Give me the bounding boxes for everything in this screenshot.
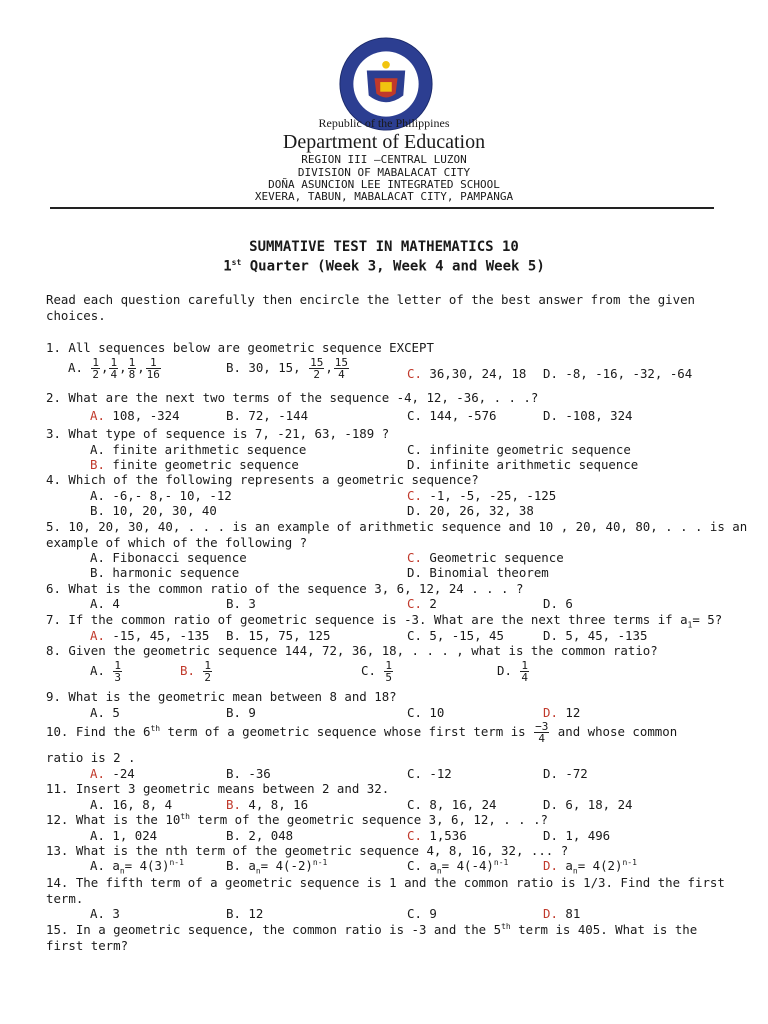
q8-option-c: C. $\frac{1}{5}$ <box>361 659 393 684</box>
q2-option-a: A. 108, -324 <box>90 408 180 423</box>
question-6: 6. What is the common ratio of the sequence 3, 6, 12, 24 . . . ? <box>46 581 524 596</box>
question-5-line-1: 5. 10, 20, 30, 40, . . . is an example of arithmetic sequence and 10 , 20, 40, 80, . . . is an <box>46 519 748 534</box>
division-line: DIVISION OF MABALACAT CITY <box>297 166 471 179</box>
region-line: REGION III –CENTRAL LUZON <box>301 153 467 166</box>
q7-option-a: A. -15, 45, -135 <box>90 628 210 643</box>
question-14-line-2: term. <box>46 891 84 906</box>
q2-option-b: B. 72, -144 <box>226 408 309 423</box>
question-8: 8. Given the geometric sequence 144, 72, 36, 18, . . . , what is the common ratio? <box>46 643 658 658</box>
q7-option-c: C. 5, -15, 45 <box>407 628 504 643</box>
question-11: 11. Insert 3 geometric means between 2 and 32. <box>46 781 390 796</box>
q12-option-b: B. 2, 048 <box>226 828 294 843</box>
address-line: XEVERA, TABUN, MABALACAT CITY, PAMPANGA <box>254 190 514 203</box>
q10-option-a: A. -24 <box>90 766 135 781</box>
quarter-title: 1st Quarter (Week 3, Week 4 and Week 5) <box>223 258 545 275</box>
question-13: 13. What is the nth term of the geometric sequence 4, 8, 16, 32, ... ? <box>46 843 569 858</box>
q3-option-b: B. finite geometric sequence <box>90 457 299 472</box>
q10-option-c: C. -12 <box>407 766 452 781</box>
q11-option-b: B. 4, 8, 16 <box>226 797 309 812</box>
q1-option-a: A. $\frac{1}{2}$ , $\frac{1}{4}$ , $\frac{1}{8}$ , $\frac{1}{16}$ <box>68 356 160 381</box>
q2-option-c: C. 144, -576 <box>407 408 497 423</box>
q14-option-c: C. 9 <box>407 906 437 921</box>
question-10-line-2: ratio is 2 . <box>46 750 136 765</box>
q14-option-a: A. 3 <box>90 906 120 921</box>
q5-option-b: B. harmonic sequence <box>90 565 240 580</box>
q1-option-d: D. -8, -16, -32, -64 <box>543 366 693 381</box>
question-7: 7. If the common ratio of geometric sequence is -3. What are the next three terms if $a_1= 5$? <box>46 612 723 630</box>
q13-option-c: C. $a_n= 4(-4)^{n-1}$ <box>407 858 509 876</box>
question-2: 2. What are the next two terms of the sequence -4, 12, -36, . . .? <box>46 390 539 405</box>
q3-option-c: C. infinite geometric sequence <box>407 442 631 457</box>
question-9: 9. What is the geometric mean between 8 and 18? <box>46 689 397 704</box>
department-title: Department of Education <box>282 131 486 153</box>
republic-line: Republic of the Philippines <box>318 116 450 130</box>
q4-option-c: C. -1, -5, -25, -125 <box>407 488 557 503</box>
header-divider <box>50 207 714 209</box>
q8-option-b: B. $\frac{1}{2}$ <box>180 659 212 684</box>
q8-option-d: D. $\frac{1}{4}$ <box>497 659 529 684</box>
q11-option-c: C. 8, 16, 24 <box>407 797 497 812</box>
q4-option-b: B. 10, 20, 30, 40 <box>90 503 217 518</box>
q4-option-d: D. 20, 26, 32, 38 <box>407 503 534 518</box>
q5-option-d: D. Binomial theorem <box>407 565 549 580</box>
q2-option-d: D. -108, 324 <box>543 408 633 423</box>
question-3: 3. What type of sequence is 7, -21, 63, -189 ? <box>46 426 390 441</box>
q7-option-d: D. 5, 45, -135 <box>543 628 648 643</box>
q3-option-d: D. infinite arithmetic sequence <box>407 457 639 472</box>
q12-option-c: C. 1,536 <box>407 828 467 843</box>
instructions-line-2: choices. <box>46 308 106 323</box>
q5-option-c: C. Geometric sequence <box>407 550 564 565</box>
q11-option-d: D. 6, 18, 24 <box>543 797 633 812</box>
school-line: DOÑA ASUNCION LEE INTEGRATED SCHOOL <box>268 178 500 191</box>
instructions-line-1: Read each question carefully then encircle the letter of the best answer from the given <box>46 292 696 307</box>
question-14-line-1: 14. The fifth term of a geometric sequence is 1 and the common ratio is 1/3. Find the first <box>46 875 725 890</box>
q13-option-a: A. $a_n= 4(3)^{n-1}$ <box>90 858 184 876</box>
q13-option-b: B. $a_n= 4(-2)^{n-1}$ <box>226 858 328 876</box>
q14-option-d: D. 81 <box>543 906 581 921</box>
question-1: 1. All sequences below are geometric sequence EXCEPT <box>46 340 434 355</box>
q6-option-d: D. 6 <box>543 596 573 611</box>
q6-option-a: A. 4 <box>90 596 120 611</box>
q11-option-a: A. 16, 8, 4 <box>90 797 173 812</box>
q12-option-d: D. 1, 496 <box>543 828 611 843</box>
q4-option-a: A. -6,- 8,- 10, -12 <box>90 488 232 503</box>
q3-option-a: A. finite arithmetic sequence <box>90 442 307 457</box>
question-5-line-2: example of which of the following ? <box>46 535 308 550</box>
q5-option-a: A. Fibonacci sequence <box>90 550 247 565</box>
q12-option-a: A. 1, 024 <box>90 828 158 843</box>
q7-option-b: B. 15, 75, 125 <box>226 628 331 643</box>
q14-option-b: B. 12 <box>226 906 264 921</box>
q9-option-b: B. 9 <box>226 705 256 720</box>
q9-option-d: D. 12 <box>543 705 581 720</box>
q1-option-b: B. 30, 15, $\frac{15}{2}$ , $\frac{15}{4}$ <box>226 356 349 381</box>
question-15-line-1: 15. In a geometric sequence, the common ratio is -3 and the 5th term is 405. What is the <box>46 922 698 938</box>
q13-option-d: D. $a_n= 4(2)^{n-1}$ <box>543 858 637 876</box>
q6-option-c: C. 2 <box>407 596 437 611</box>
q1-option-c: C. 36,30, 24, 18 <box>407 366 527 381</box>
q9-option-c: C. 10 <box>407 705 445 720</box>
q9-option-a: A. 5 <box>90 705 120 720</box>
question-10-line-1: 10. Find the 6th term of a geometric sequence whose first term is $\frac{-3}{4}$ and whose common <box>46 720 678 745</box>
q8-option-a: A. $\frac{1}{3}$ <box>90 659 122 684</box>
q10-option-d: D. -72 <box>543 766 588 781</box>
test-title: SUMMATIVE TEST IN MATHEMATICS 10 <box>249 239 519 255</box>
question-4: 4. Which of the following represents a geometric sequence? <box>46 472 479 487</box>
q10-option-b: B. -36 <box>226 766 271 781</box>
question-12: 12. What is the 10th term of the geometric sequence 3, 6, 12, . . .? <box>46 812 548 828</box>
question-15-line-2: first term? <box>46 938 129 953</box>
q6-option-b: B. 3 <box>226 596 256 611</box>
